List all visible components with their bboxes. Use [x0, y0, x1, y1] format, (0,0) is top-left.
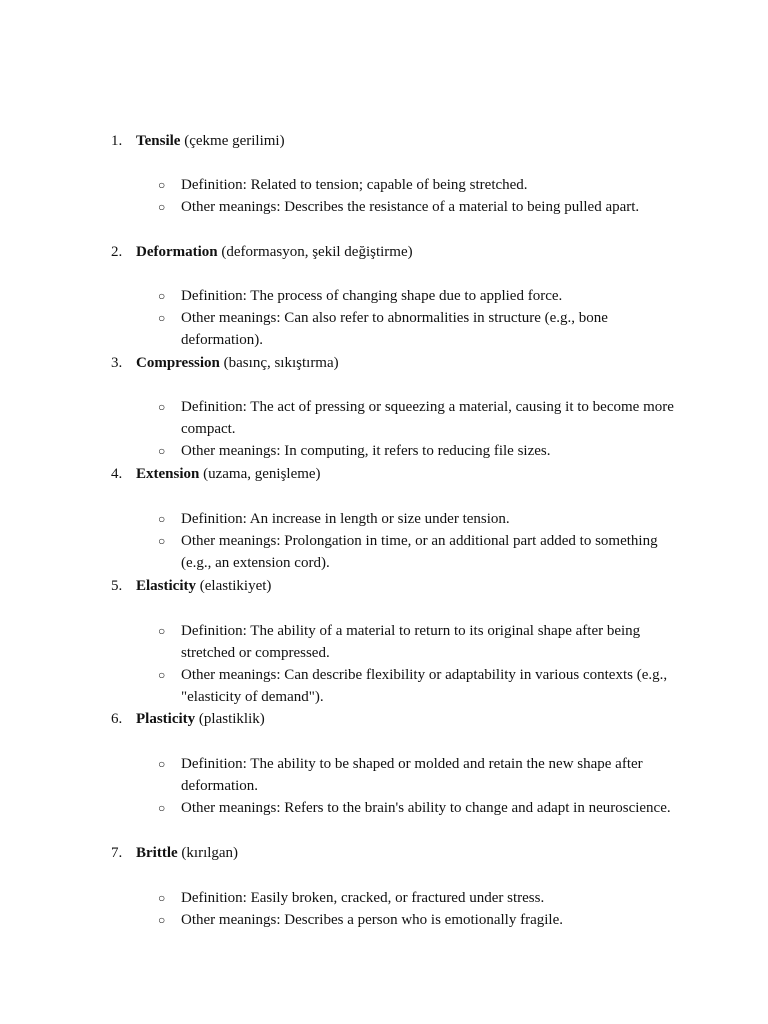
term-number: 3.: [111, 355, 123, 371]
definition-text: Definition: An increase in length or size under tension.: [181, 511, 510, 527]
definition-list: [0, 620, 768, 708]
list-item: [0, 396, 768, 440]
term-name: Elasticity: [136, 578, 196, 594]
term-translation: (deformasyon, şekil değiştirme): [217, 244, 413, 260]
list-item: [0, 530, 768, 574]
list-item: [0, 307, 768, 351]
definition-list: [0, 174, 768, 218]
definition-list: [0, 753, 768, 819]
list-item: [0, 440, 768, 462]
term-heading: [0, 352, 768, 374]
term-heading: [0, 463, 768, 485]
term-name: Extension: [136, 466, 200, 482]
term-name: Deformation: [136, 244, 218, 260]
other-meanings-text: Other meanings: Refers to the brain's ability to change and adapt in neuroscience.: [181, 800, 671, 816]
circle-bullet-icon: ○: [158, 624, 166, 638]
definition-text: Definition: The act of pressing or squeezing a material, causing it to become more compact.: [181, 399, 674, 437]
list-item: [0, 909, 768, 931]
definition-text: Definition: Related to tension; capable of being stretched.: [181, 177, 528, 193]
list-item: [0, 664, 768, 708]
term-translation: (uzama, genişleme): [199, 466, 321, 482]
definition-text: Definition: The ability to be shaped or molded and retain the new shape after deformation.: [181, 756, 643, 794]
circle-bullet-icon: ○: [158, 200, 166, 214]
list-item: [0, 620, 768, 664]
term-number: 2.: [111, 244, 123, 260]
term-translation: (plastiklik): [195, 711, 265, 727]
list-item: [0, 887, 768, 909]
term-number: 4.: [111, 466, 123, 482]
list-item: [0, 753, 768, 797]
term-name: Plasticity: [136, 711, 196, 727]
term-heading: [0, 708, 768, 730]
definition-text: Definition: Easily broken, cracked, or fractured under stress.: [181, 890, 545, 906]
list-item: [0, 174, 768, 196]
term-heading: [0, 842, 768, 864]
term-translation: (çekme gerilimi): [180, 133, 285, 149]
circle-bullet-icon: ○: [158, 512, 166, 526]
definition-list: [0, 508, 768, 574]
term-number: 7.: [111, 845, 123, 861]
circle-bullet-icon: ○: [158, 668, 166, 682]
term-translation: (basınç, sıkıştırma): [219, 355, 339, 371]
circle-bullet-icon: ○: [158, 178, 166, 192]
term-name: Compression: [136, 355, 220, 371]
term-number: 1.: [111, 133, 123, 149]
definition-text: Definition: The ability of a material to return to its original shape after being stretched or compressed.: [181, 623, 641, 661]
other-meanings-text: Other meanings: Can also refer to abnormalities in structure (e.g., bone deformation).: [181, 310, 608, 348]
term-number: 5.: [111, 578, 123, 594]
term-heading: [0, 241, 768, 263]
list-item: [0, 196, 768, 218]
other-meanings-text: Other meanings: Prolongation in time, or an additional part added to something (e.g., an extension cord).: [181, 533, 658, 571]
circle-bullet-icon: ○: [158, 444, 166, 458]
definition-list: [0, 396, 768, 462]
definition-text: Definition: The process of changing shape due to applied force.: [181, 288, 563, 304]
circle-bullet-icon: ○: [158, 534, 166, 548]
list-item: [0, 508, 768, 530]
term-translation: (kırılgan): [177, 845, 239, 861]
list-item: [0, 285, 768, 307]
circle-bullet-icon: ○: [158, 891, 166, 905]
circle-bullet-icon: ○: [158, 757, 166, 771]
term-heading: [0, 575, 768, 597]
list-item: [0, 797, 768, 819]
other-meanings-text: Other meanings: Describes a person who is emotionally fragile.: [181, 912, 563, 928]
other-meanings-text: Other meanings: Can describe flexibility or adaptability in various contexts (e.g., "elasticity of demand").: [181, 667, 668, 705]
term-heading: [0, 130, 768, 152]
term-name: Brittle: [136, 845, 178, 861]
definition-list: [0, 285, 768, 351]
other-meanings-text: Other meanings: Describes the resistance of a material to being pulled apart.: [181, 199, 640, 215]
circle-bullet-icon: ○: [158, 913, 166, 927]
term-name: Tensile: [136, 133, 181, 149]
circle-bullet-icon: ○: [158, 289, 166, 303]
circle-bullet-icon: ○: [158, 400, 166, 414]
circle-bullet-icon: ○: [158, 801, 166, 815]
other-meanings-text: Other meanings: In computing, it refers to reducing file sizes.: [181, 443, 551, 459]
definition-list: [0, 887, 768, 931]
circle-bullet-icon: ○: [158, 311, 166, 325]
term-translation: (elastikiyet): [196, 578, 272, 594]
term-number: 6.: [111, 711, 123, 727]
